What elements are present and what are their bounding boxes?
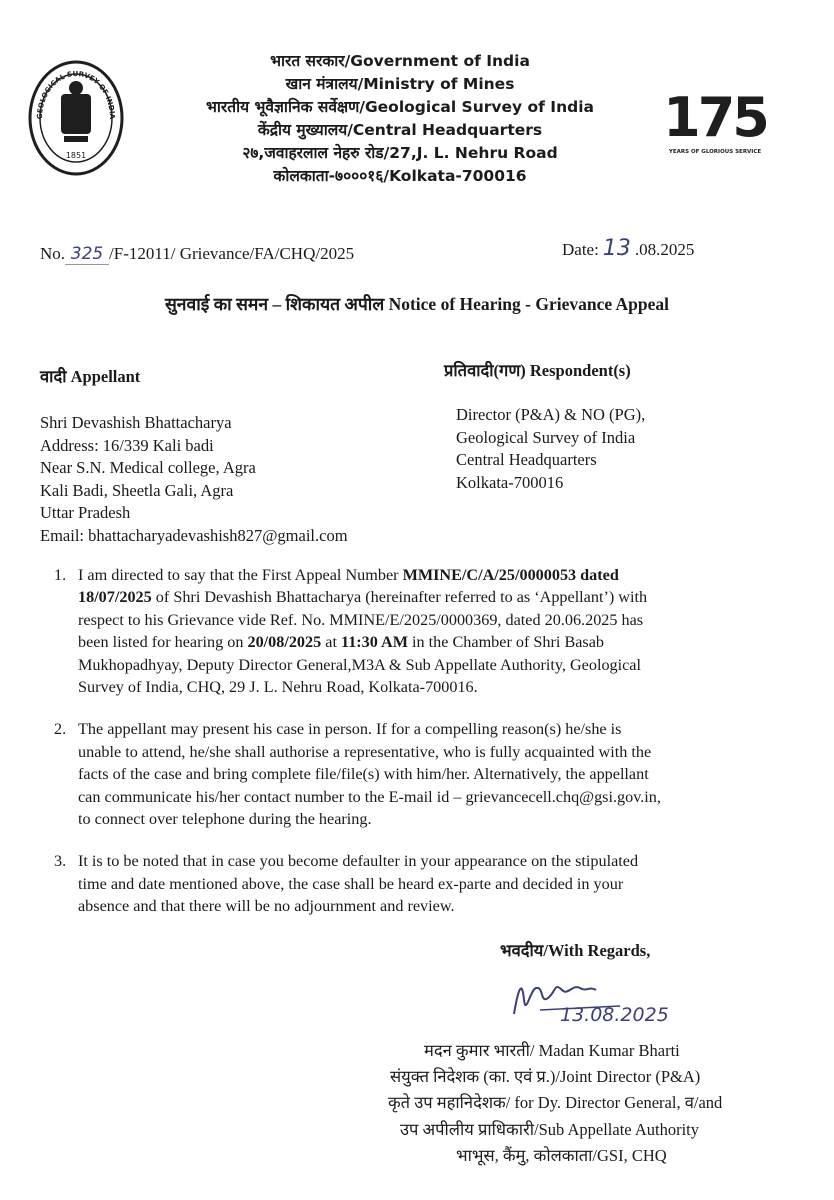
paragraph-2	[54, 718, 744, 830]
ref-handwritten-number: 325	[65, 244, 109, 265]
date-handwritten-day: 13	[602, 236, 631, 261]
notice-title: सुनवाई का समन – शिकायत अपील Notice of Hearing - Grievance Appeal	[164, 294, 670, 314]
letterhead-line-govt: भारत सरकार/Government of India	[270, 52, 530, 70]
appellant-line: Near S.N. Medical college, Agra	[40, 458, 256, 477]
paragraph-1	[54, 564, 744, 698]
letterhead	[150, 50, 650, 188]
p1-text: respect to his Grievance vide Ref. No. MMINE/E/2025/0000369, dated 20.06.2025 has	[78, 610, 644, 629]
signatory-for-line: कृते उप महानिदेशक/ for Dy. Director General, व/and	[388, 1093, 723, 1113]
respondent-line: Central Headquarters	[456, 450, 597, 469]
signatory-authority: उप अपीलीय प्राधिकारी/Sub Appellate Authority	[400, 1119, 699, 1139]
p1-text: Mukhopadhyay, Deputy Director General,M3A & Sub Appellate Authority, Geological	[78, 655, 641, 674]
date-label: Date:	[562, 240, 599, 259]
emblem-year: 1851	[65, 151, 87, 160]
p1-text: in the Chamber of Shri Basab	[408, 633, 605, 652]
respondent-line: Geological Survey of India	[456, 427, 636, 447]
gsi-175-years-logo	[660, 80, 770, 160]
ref-prefix: No.	[40, 244, 66, 263]
p2-text: unable to attend, he/she shall authorise a representative, who is fully acquainted with the	[78, 742, 652, 761]
p3-text: time and date mentioned above, the case shall be heard ex-parte and decided in your	[78, 874, 624, 893]
respondent-line: Kolkata-700016	[456, 472, 564, 492]
p1-appeal-date: 18/07/2025	[78, 588, 152, 607]
logo-175-number: 175	[663, 86, 767, 149]
appellant-line: Address: 16/339 Kali badi	[40, 435, 214, 455]
letterhead-line-city: कोलकाता-७०००१६/Kolkata-700016	[273, 167, 527, 185]
p1-hearing-time: 11:30 AM	[341, 633, 408, 652]
letterhead-line-gsi: भारतीय भूवैज्ञानिक सर्वेक्षण/Geological Survey of India	[206, 98, 594, 116]
respondent-address	[456, 404, 645, 494]
p2-text: The appellant may present his case in person. If for a compelling reason(s) he/she is	[78, 720, 622, 739]
p3-text: absence and that there will be no adjournment and review.	[78, 897, 455, 916]
logo-175-caption: YEARS OF GLORIOUS SERVICE	[668, 149, 762, 155]
body-paragraphs	[54, 564, 744, 938]
p3-text: It is to be noted that in case you become defaulter in your appearance on the stipulated	[78, 852, 639, 871]
p2-text: can communicate his/her contact number to the E-mail id – grievancecell.chq@gsi.gov.in,	[78, 787, 661, 806]
signature-date: 13.08.2025	[560, 1004, 669, 1026]
p2-text: to connect over telephone during the hearing.	[78, 810, 372, 829]
appellant-line: Shri Devashish Bhattacharya	[40, 413, 232, 432]
p1-appeal-number: MMINE/C/A/25/0000053 dated	[402, 566, 619, 584]
letter-date	[562, 236, 694, 261]
respondent-line: Director (P&A) & NO (PG),	[456, 405, 646, 424]
regards: भवदीय/With Regards,	[500, 941, 651, 960]
p1-text: been listed for hearing on	[78, 633, 248, 652]
signatory-office: भाभूस, कैंमु, कोलकाता/GSI, CHQ	[456, 1145, 667, 1165]
signature-block	[388, 1038, 800, 1169]
p1-text: at	[321, 633, 341, 652]
p1-text: I am directed to say that the First Appeal Number	[78, 566, 403, 584]
reference-number	[40, 244, 354, 265]
signatory-designation: संयुक्त निदेशक (का. एवं प्र.)/Joint Director (P&A)	[390, 1067, 701, 1087]
signatory-name: मदन कुमार भारती/ Madan Kumar Bharti	[424, 1041, 680, 1060]
p2-text: facts of the case and bring complete file/file(s) with him/her. Alternatively, the appellant	[78, 765, 649, 784]
paragraph-number: 2.	[54, 720, 67, 739]
respondent-label: प्रतिवादी(गण) Respondent(s)	[444, 361, 631, 380]
appellant-email: Email: bhattacharyadevashish827@gmail.com	[40, 525, 348, 545]
p1-text: of Shri Devashish Bhattacharya (hereinafter referred to as ‘Appellant’) with	[151, 588, 648, 607]
emblem-arc-text: GEOLOGICAL SURVEY OF INDIA	[35, 69, 117, 120]
appellant-address	[40, 412, 348, 547]
p1-text: Survey of India, CHQ, 29 J. L. Nehru Road, Kolkata-700016.	[78, 678, 478, 697]
paragraph-3	[54, 850, 744, 917]
appellant-line: Kali Badi, Sheetla Gali, Agra	[40, 480, 234, 500]
appellant-line: Uttar Pradesh	[40, 503, 131, 522]
paragraph-number: 1.	[54, 566, 67, 584]
appellant-label: वादी Appellant	[40, 367, 141, 386]
date-rest: .08.2025	[634, 240, 695, 259]
gsi-emblem-logo	[28, 58, 124, 178]
ref-suffix: /F-12011/ Grievance/FA/CHQ/2025	[109, 244, 355, 263]
paragraph-number: 3.	[54, 852, 67, 871]
letterhead-line-chq: केंद्रीय मुख्यालय/Central Headquarters	[257, 121, 543, 139]
letterhead-line-ministry: खान मंत्रालय/Ministry of Mines	[285, 75, 515, 93]
letterhead-line-road: २७,जवाहरलाल नेहरु रोड/27,J. L. Nehru Road	[242, 144, 558, 162]
p1-hearing-date: 20/08/2025	[247, 633, 322, 652]
